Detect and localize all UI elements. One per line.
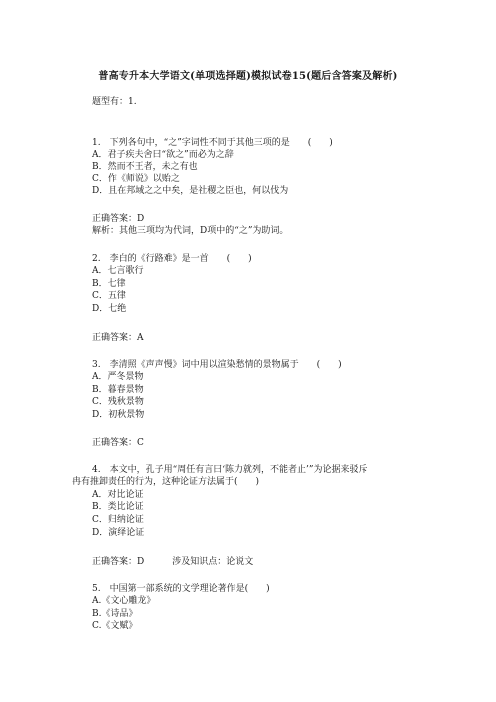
- question-1-stem: 1. 下列各句中，“之”字词性不同于其他三项的是 ( ): [92, 138, 333, 148]
- question-4-option-c: C．归纳论证: [92, 515, 144, 525]
- question-5-option-b: B.《诗品》: [92, 609, 138, 619]
- question-2-option-a: A．七言歌行: [92, 266, 144, 276]
- question-4-option-b: B．类比论证: [92, 502, 144, 512]
- question-3-option-b: B．暮春景物: [92, 385, 144, 395]
- question-2-option-c: C．五律: [92, 291, 126, 301]
- question-2-stem: 2. 李白的《行路难》是一首 ( ): [92, 254, 252, 264]
- question-type-count: 题型有：1.: [92, 97, 137, 107]
- question-3-option-d: D．初秋景物: [92, 410, 145, 420]
- document-title: 普高专升本大学语文(单项选择题)模拟试卷15(题后含答案及解析): [98, 71, 398, 82]
- question-4-stem-line-2: 冉有推卸责任的行为，这种论证方法属于( ): [72, 477, 260, 487]
- question-2-option-b: B．七律: [92, 279, 126, 289]
- question-1-answer: 正确答案：D: [92, 214, 145, 224]
- question-5-option-a: A.《文心雕龙》: [92, 596, 156, 606]
- question-3-answer: 正确答案：C: [92, 438, 144, 448]
- question-1-option-a: A．君子疾夫舍曰“欲之”而必为之辞: [92, 150, 234, 160]
- question-4-option-a: A．对比论证: [92, 490, 144, 500]
- question-1-analysis: 解析：其他三项均为代词，D项中的“之”为助词。: [92, 226, 289, 236]
- question-3-option-c: C．残秋景物: [92, 397, 144, 407]
- question-2-answer: 正确答案：A: [92, 333, 144, 343]
- question-2-option-d: D．七绝: [92, 304, 127, 314]
- question-1-option-b: B．然而不王者，未之有也: [92, 162, 198, 172]
- question-1-option-d: D．且在邦域之之中矣，是社稷之臣也，何以伐为: [92, 186, 289, 196]
- question-4-option-d: D．演绎论证: [92, 528, 145, 538]
- question-4-knowledge-point: 涉及知识点：论说文: [172, 557, 254, 567]
- question-3-option-a: A．严冬景物: [92, 372, 144, 382]
- question-3-stem: 3. 李清照《声声慢》词中用以渲染愁情的景物属于 ( ): [92, 360, 342, 370]
- question-1-option-c: C．作《师说》以贻之: [92, 174, 180, 184]
- question-5-stem: 5. 中国第一部系统的文学理论著作是( ): [92, 584, 270, 594]
- question-4-answer: 正确答案：D: [92, 557, 145, 567]
- question-4-stem-line-1: 4. 本文中，孔子用“周任有言曰‘陈力就列，不能者止’”为论据来驳斥: [92, 465, 368, 475]
- question-4-answer-row: [92, 556, 253, 568]
- question-5-option-c: C.《文赋》: [92, 621, 138, 631]
